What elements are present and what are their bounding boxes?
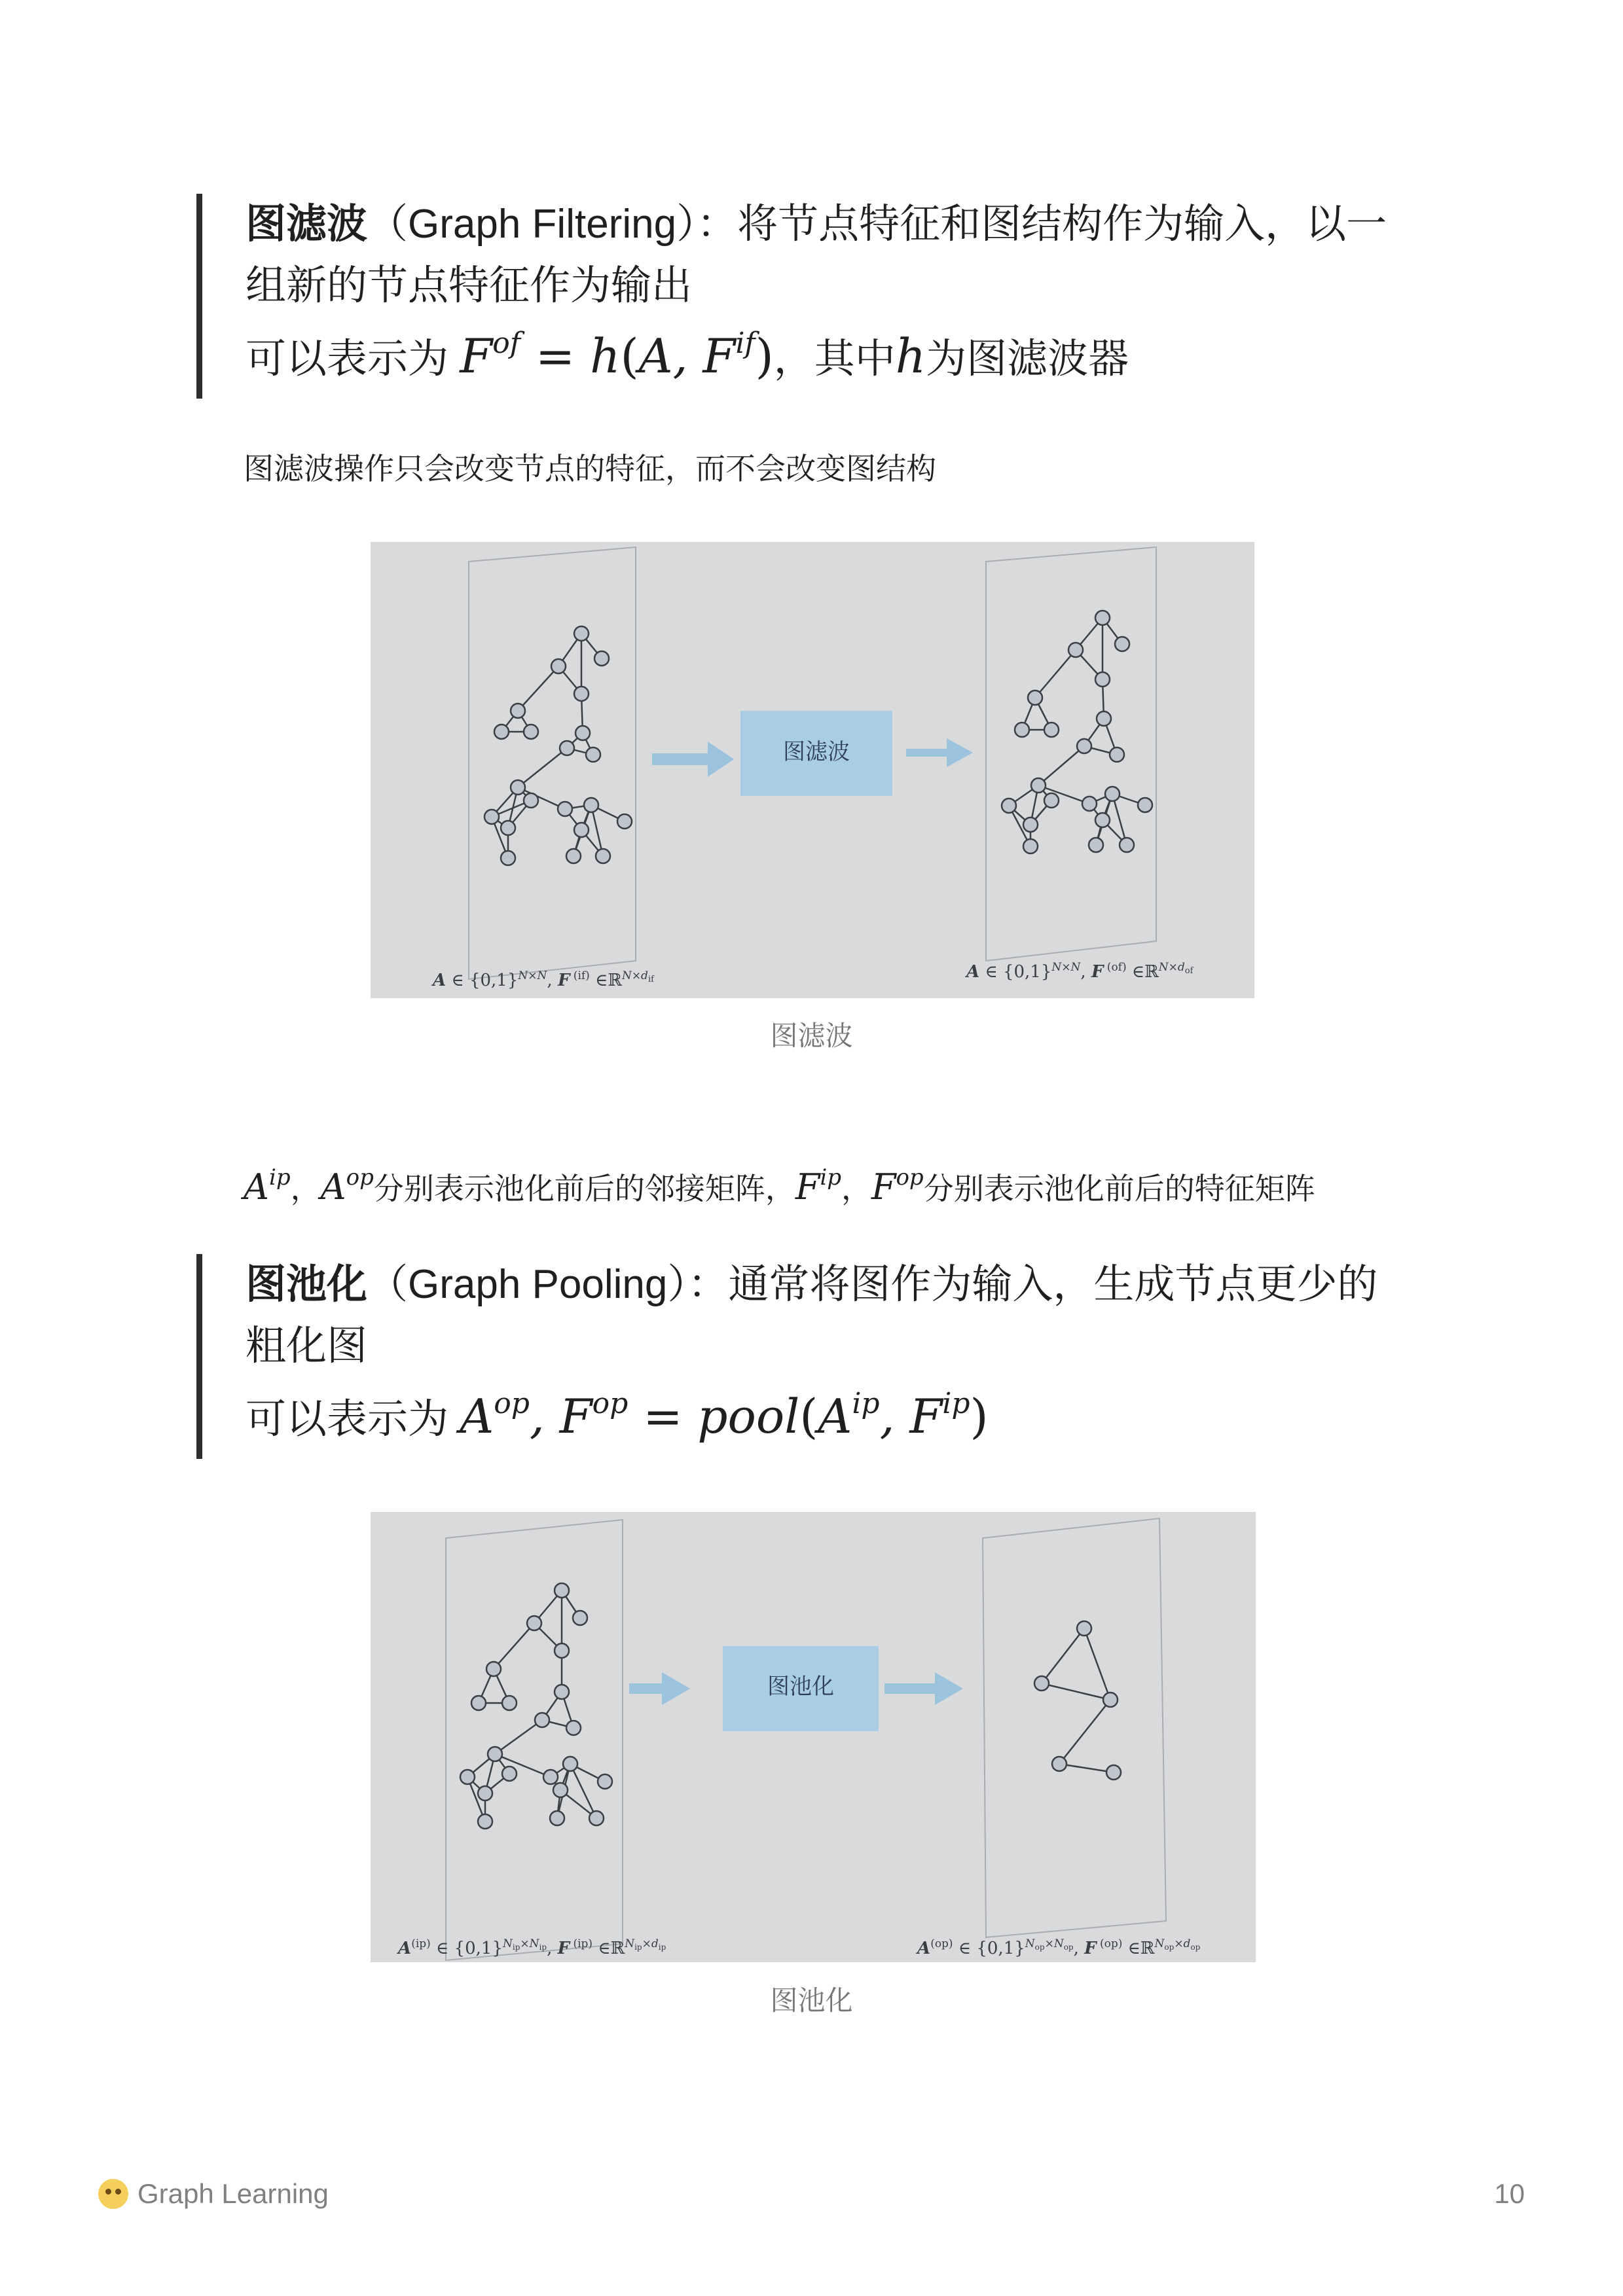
pooling-definition-text: ：通常将图作为输入，生成节点更少的 <box>687 1262 1378 1307</box>
pool-input-dims-label: $A^{(ip)}$ ∈ $\{0,1\}^Nip\times Nip$, F $^{(ip)}$ ∈ℝ$^N$ip×dip <box>398 1937 666 1958</box>
graph-filtering-callout <box>196 194 1387 399</box>
left-plane <box>469 547 636 979</box>
f-op-symbol: $F^{op}$ <box>871 1164 924 1208</box>
filtering-formula-tail: 为图滤波器 <box>926 336 1129 382</box>
footer-title-text: Graph Learning <box>137 2178 329 2209</box>
pooling-formula-line <box>246 1377 1377 1459</box>
separator-1: ， <box>290 1172 321 1206</box>
filtering-h-symbol: h <box>895 329 926 384</box>
pool-output-graph <box>1034 1621 1121 1780</box>
pooling-notation-note <box>244 1165 1315 1208</box>
pool-input-graph <box>460 1583 612 1829</box>
pool-output-dims-label: $A^{(op)}$ ∈ $\{0,1\}^Nop\times Nop$, F $^{(op)}$ ∈ℝ$^N$op×dop <box>917 1937 1201 1958</box>
input-dims-label: A ∈ $\{0,1\}^{N\times N}$, F $^{(if)}$ ∈ℝ$^{N\times d}$if <box>433 969 654 990</box>
footer-title <box>98 2178 329 2210</box>
pooling-note-text2: 分别表示池化前后的特征矩阵 <box>923 1172 1315 1206</box>
filtering-term-en: （Graph Filtering） <box>367 202 697 247</box>
arrow-right <box>906 738 973 767</box>
pooling-definition <box>246 1254 1377 1316</box>
pooling-note-text1: 分别表示池化前后的邻接矩阵， <box>373 1172 795 1206</box>
pool-right-plane <box>983 1518 1166 1937</box>
filtering-definition-text: ：将节点特征和图结构作为输入，以一 <box>697 202 1387 247</box>
filtering-formula: $F^{of} = h(A$, $F^{if}$) <box>460 327 774 384</box>
filtering-formula-suffix: ，其中 <box>773 336 896 382</box>
pool-box-label: 图池化 <box>767 1674 834 1699</box>
input-graph <box>484 626 632 865</box>
right-plane <box>986 547 1156 961</box>
filtering-definition-line2: 组新的节点特征作为输出 <box>246 263 693 308</box>
filtering-figure-caption: 图滤波 <box>770 1020 853 1051</box>
pooling-term-en: （Graph Pooling） <box>367 1262 688 1307</box>
filtering-term: 图滤波 <box>246 202 368 247</box>
filtering-formula-prefix: 可以表示为 <box>246 336 449 382</box>
a-op-symbol: $A^{op}$ <box>320 1164 374 1208</box>
f-ip-symbol: $F^{ip}$ <box>795 1164 841 1208</box>
pooling-formula-prefix: 可以表示为 <box>246 1397 449 1442</box>
pooling-formula: $A^{op}$, $F^{op}$ = $pool(A^{ip}$, $F^{ip}$) <box>460 1387 989 1444</box>
graph-pooling-callout <box>196 1254 1377 1459</box>
pool-arrow-left <box>629 1672 690 1705</box>
pool-arrow-right <box>884 1672 963 1705</box>
pooling-figure-caption: 图池化 <box>770 1985 853 2016</box>
output-graph <box>1002 611 1152 853</box>
filtering-formula-line <box>246 317 1387 399</box>
output-dims-label: A ∈ $\{0,1\}^{N\times N}$, F $^{(of)}$ ∈ℝ$^{N\times d}$of <box>966 961 1194 982</box>
pooling-definition-line2: 粗化图 <box>246 1323 368 1369</box>
pooling-term: 图池化 <box>246 1262 368 1307</box>
filtering-definition <box>246 194 1387 255</box>
filtering-note: 图滤波操作只会改变节点的特征，而不会改变图结构 <box>244 452 936 486</box>
filter-box-label: 图滤波 <box>783 740 850 764</box>
graph-pooling-figure <box>371 1512 1256 1962</box>
pool-left-plane <box>446 1520 623 1960</box>
separator-2: ， <box>841 1172 871 1206</box>
arrow-left <box>652 742 734 777</box>
a-ip-symbol: $A^{ip}$ <box>244 1164 291 1208</box>
page-number: 10 <box>1494 2178 1525 2209</box>
graph-filtering-figure <box>371 542 1254 998</box>
thinking-face-icon <box>98 2179 128 2209</box>
